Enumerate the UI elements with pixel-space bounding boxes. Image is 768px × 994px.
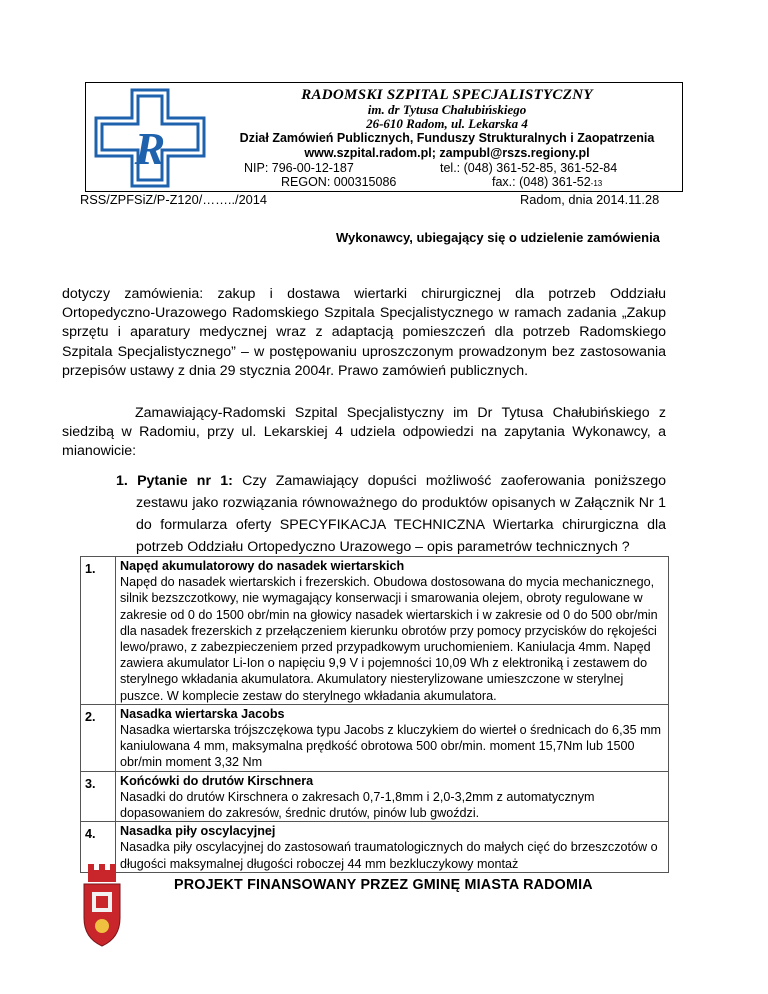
table-row [81, 704, 669, 771]
radom-crest-icon [80, 862, 124, 950]
addressee: Wykonawcy, ubiegający się o udzielenie zamówienia [336, 230, 660, 245]
statement-paragraph: Zamawiający-Radomski Szpital Specjalistyczny im Dr Tytusa Chałubińskiego z siedzibą w Radomiu, przy ul. Lekarskiej 4 udziela odpowiedzi na zapytania Wykonawcy, a mianowicie: [62, 405, 666, 460]
item-cell [116, 557, 669, 705]
svg-text:R: R [134, 123, 166, 174]
item-description: Napęd do nasadek wiertarskich i frezerskich. Obudowa dostosowana do mycia mechanicznego, silnik bezszczotkowy, nie wymagający konserwacji i smarowania olejem, obroty regulowane w zakresie od 0 do 1500 obr/min na głowicy nasadek wiertarskich i w zakresie od 0 do 500 obr/min dla nasadek frezerskich z przełączeniem kierunku obrotów przy pomocy przycisków do rękojeści lewo/prawo, z zabezpieczeniem przed przypadkowym uruchomieniem. Kaniulacja 4mm. Napęd zawiera akumulator Li-Ion o napięciu 9,9 V i pojemności 10,09 Wh z elektroniką i zestawem do sterylnego wkładania akumulatora. Akumulatory niesterylizowane umieszczone w sterylnej puszce. W komplecie zestaw do sterylnego wkładania akumulatora. [120, 575, 658, 703]
item-cell [116, 771, 669, 822]
item-description: Nasadka wiertarska trójszczękowa typu Jacobs z kluczykiem do wierteł o średnicach do 6,35 mm kaniulowana 4 mm, maksymalna prędkość obrotowa 500 obr/min. moment 15,7Nm lub 1500 obr/min moment 3,32 Nm [120, 723, 662, 770]
item-cell [116, 822, 669, 873]
item-title: Nasadka wiertarska Jacobs [120, 706, 285, 721]
item-cell [116, 704, 669, 771]
hospital-logo [88, 84, 212, 192]
table-row [81, 771, 669, 822]
intro-paragraph: dotyczy zamówienia: zakup i dostawa wiertarki chirurgicznej dla potrzeb Oddziału Ortopedyczno-Urazowego Radomskiego Szpitala Specjalistycznego w ramach zadania „Zakup sprzętu i aparatury medycznej wraz z adaptacją pomieszczeń dla potrzeb Radomskiego Szpitala Specjalistycznego” – w postępowaniu uproszczonym prowadzonym bez zastosowania przepisów ustawy z dnia 29 stycznia 2004r. Prawo zamówień publicznych. [62, 286, 666, 379]
department-contact: www.szpital.radom.pl; zampubl@rszs.regiony.pl [304, 146, 590, 160]
item-number: 1. [81, 557, 116, 705]
hospital-address: 26-610 Radom, ul. Lekarska 4 [366, 116, 528, 131]
nip-number: NIP: 796-00-12-187 [244, 161, 354, 175]
fax-number: fax.: (048) 361-52-13 [492, 175, 603, 189]
item-description: Nasadki do drutów Kirschnera o zakresach 0,7-1,8mm i 2,0-3,2mm z automatycznym dopasowaniem do zakresów, średnic drutów, pinów lub gwoździ. [120, 789, 595, 821]
footer-note: PROJEKT FINANSOWANY PRZEZ GMINĘ MIASTA RADOMIA [174, 877, 593, 893]
item-number: 3. [81, 771, 116, 822]
regon-number: REGON: 000315086 [281, 175, 397, 189]
telephone: tel.: (048) 361-52-85, 361-52-84 [440, 161, 618, 175]
item-number: 2. [81, 704, 116, 771]
item-title: Napęd akumulatorowy do nasadek wiertarskich [120, 559, 405, 573]
reference-number: RSS/ZPFSiZ/P-Z120/……../2014 [80, 192, 268, 207]
item-title: Nasadka piły oscylacyjnej [120, 824, 276, 839]
item-description: Nasadka piły oscylacyjnej do zastosowań traumatologicznych do małych cięć do brzeszczotów o długości maksymalnej długości roboczej 44 mm bezkluczykowy montaż [120, 840, 658, 871]
table-row [81, 557, 669, 705]
department-name: Dział Zamówień Publicznych, Funduszy Strukturalnych i Zaopatrzenia [239, 131, 655, 145]
item-title: Końcówki do drutów Kirschnera [120, 773, 314, 788]
question-label: 1. Pytanie nr 1: [116, 473, 233, 489]
question-text: Czy Zamawiający dopuści możliwość zaoferowania poniższego zestawu jako rozwiązania równoważnego do produktów opisanych w Załącznik Nr 1 do formularza oferty SPECYFIKACJA TECHNICZNA Wiertarka chirurgiczna dla potrzeb Oddziału Ortopedyczno Urazowego – opis parametrów technicznych ? [136, 473, 666, 555]
item-number: 4. [81, 822, 116, 873]
letter-date: Radom, dnia 2014.11.28 [520, 192, 660, 207]
spec-table [80, 556, 669, 873]
hospital-name: RADOMSKI SZPITAL SPECJALISTYCZNY [301, 87, 593, 103]
question-1 [116, 470, 666, 558]
hospital-subtitle: im. dr Tytusa Chałubińskiego [367, 102, 527, 117]
table-row [81, 822, 669, 873]
